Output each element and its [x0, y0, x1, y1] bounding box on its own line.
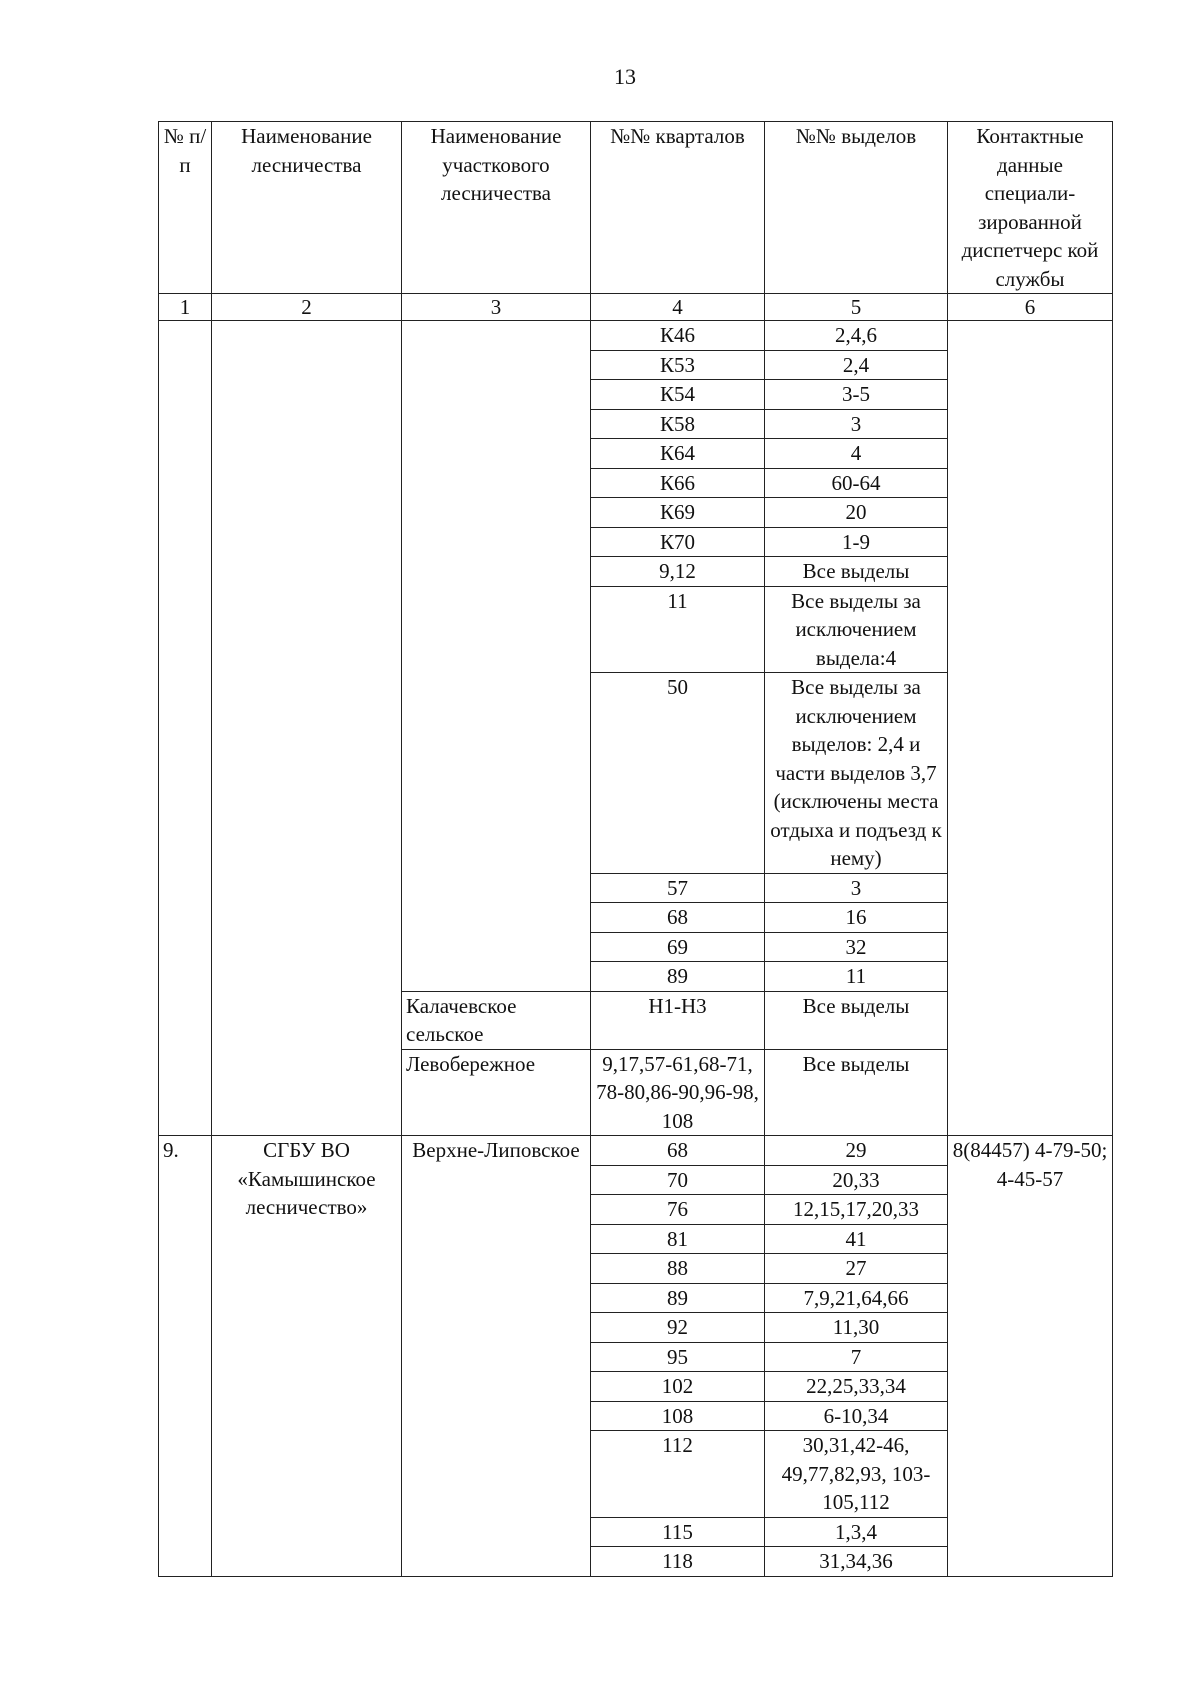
- quarter-cell: 11: [591, 586, 765, 673]
- district-cell: Калачевское сельское: [402, 991, 591, 1049]
- section-cell: 32: [765, 932, 948, 962]
- quarter-cell: 112: [591, 1431, 765, 1518]
- header-district: Наименование участкового лесничества: [402, 122, 591, 294]
- section-cell: 60-64: [765, 468, 948, 498]
- quarter-cell: К70: [591, 527, 765, 557]
- header-contacts: Контактные данные специали-зированной диспетчерс кой службы: [948, 122, 1113, 294]
- section-cell: 20,33: [765, 1165, 948, 1195]
- quarter-cell: 108: [591, 1401, 765, 1431]
- section-cell: Все выделы за исключением выделов: 2,4 и части выделов 3,7 (исключены места отдыха и подъезд к нему): [765, 673, 948, 874]
- section-cell: 11,30: [765, 1313, 948, 1343]
- section-cell: 3: [765, 873, 948, 903]
- section-cell: 3: [765, 409, 948, 439]
- section-cell: 7: [765, 1342, 948, 1372]
- empty-cell: [212, 321, 402, 1136]
- contacts-cell: 8(84457) 4-79-50; 4-45-57: [948, 1136, 1113, 1577]
- quarter-cell: 89: [591, 962, 765, 992]
- column-number: 5: [765, 294, 948, 321]
- quarter-cell: 68: [591, 1136, 765, 1166]
- quarter-cell: 115: [591, 1517, 765, 1547]
- column-number: 6: [948, 294, 1113, 321]
- section-cell: 41: [765, 1224, 948, 1254]
- quarter-cell: 68: [591, 903, 765, 933]
- quarter-cell: К53: [591, 350, 765, 380]
- quarter-cell: 89: [591, 1283, 765, 1313]
- table-row: [159, 321, 1113, 351]
- table-row: [159, 1136, 1113, 1166]
- section-cell: 27: [765, 1254, 948, 1284]
- section-cell: Все выделы: [765, 1049, 948, 1136]
- quarter-cell: 76: [591, 1195, 765, 1225]
- section-cell: 11: [765, 962, 948, 992]
- column-number: 2: [212, 294, 402, 321]
- quarter-cell: 50: [591, 673, 765, 874]
- section-cell: 12,15,17,20,33: [765, 1195, 948, 1225]
- district-cell: Левобережное: [402, 1049, 591, 1136]
- quarter-cell: 81: [591, 1224, 765, 1254]
- page-number: 13: [614, 64, 636, 89]
- section-cell: 6-10,34: [765, 1401, 948, 1431]
- quarter-cell: 9,17,57-61,68-71, 78-80,86-90,96-98, 108: [591, 1049, 765, 1136]
- header-sections: №№ выделов: [765, 122, 948, 294]
- section-cell: 1-9: [765, 527, 948, 557]
- quarter-cell: К46: [591, 321, 765, 351]
- table-header-row: [159, 122, 1113, 294]
- quarter-cell: 118: [591, 1547, 765, 1577]
- quarter-cell: 70: [591, 1165, 765, 1195]
- quarter-cell: 69: [591, 932, 765, 962]
- forestry-table: [158, 121, 1113, 1577]
- quarter-cell: К58: [591, 409, 765, 439]
- forestry-name: СГБУ ВО «Камышинское лесничество»: [212, 1136, 402, 1577]
- section-cell: 30,31,42-46, 49,77,82,93, 103-105,112: [765, 1431, 948, 1518]
- section-cell: Все выделы за исключением выдела:4: [765, 586, 948, 673]
- quarter-cell: К64: [591, 439, 765, 469]
- quarter-cell: К69: [591, 498, 765, 528]
- column-number: 1: [159, 294, 212, 321]
- section-cell: 31,34,36: [765, 1547, 948, 1577]
- header-num: № п/п: [159, 122, 212, 294]
- header-forestry: Наименование лесничества: [212, 122, 402, 294]
- quarter-cell: 88: [591, 1254, 765, 1284]
- section-cell: Все выделы: [765, 991, 948, 1049]
- empty-cell: [948, 321, 1113, 1136]
- section-cell: 22,25,33,34: [765, 1372, 948, 1402]
- section-cell: 3-5: [765, 380, 948, 410]
- section-cell: 4: [765, 439, 948, 469]
- section-cell: 2,4: [765, 350, 948, 380]
- quarter-cell: 9,12: [591, 557, 765, 587]
- district-name: Верхне-Липовское: [402, 1136, 591, 1577]
- column-number: 3: [402, 294, 591, 321]
- section-cell: 2,4,6: [765, 321, 948, 351]
- column-number-row: [159, 294, 1113, 321]
- empty-cell: [402, 321, 591, 992]
- section-cell: 16: [765, 903, 948, 933]
- section-cell: 29: [765, 1136, 948, 1166]
- section-cell: 20: [765, 498, 948, 528]
- quarter-cell: К66: [591, 468, 765, 498]
- quarter-cell: 102: [591, 1372, 765, 1402]
- quarter-cell: Н1-Н3: [591, 991, 765, 1049]
- empty-cell: [159, 321, 212, 1136]
- section-cell: 1,3,4: [765, 1517, 948, 1547]
- quarter-cell: 95: [591, 1342, 765, 1372]
- section-cell: Все выделы: [765, 557, 948, 587]
- entry-number: 9.: [159, 1136, 212, 1577]
- quarter-cell: К54: [591, 380, 765, 410]
- quarter-cell: 92: [591, 1313, 765, 1343]
- column-number: 4: [591, 294, 765, 321]
- quarter-cell: 57: [591, 873, 765, 903]
- section-cell: 7,9,21,64,66: [765, 1283, 948, 1313]
- header-quarters: №№ кварталов: [591, 122, 765, 294]
